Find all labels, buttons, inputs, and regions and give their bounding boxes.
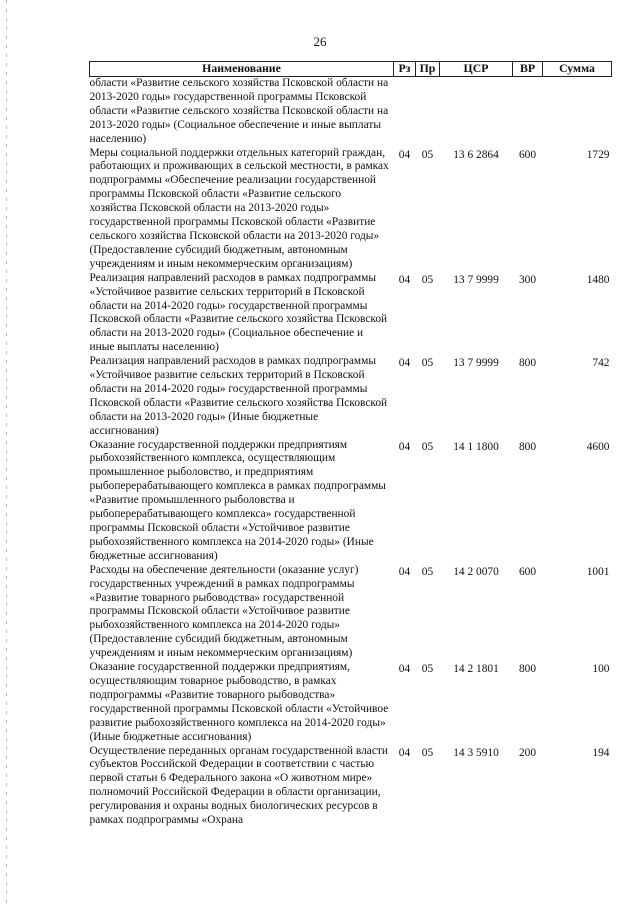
cell-csr: 14 3 5910 [453, 746, 499, 759]
header-sum: Сумма [543, 62, 612, 77]
cell-pr: 05 [421, 273, 434, 286]
table-row [90, 439, 612, 564]
cell-rz: 04 [398, 565, 411, 578]
cell-sum: 4600 [586, 440, 610, 453]
table-row [90, 661, 612, 744]
cell-sum: 1001 [586, 565, 610, 578]
cell-pr: 05 [421, 357, 434, 370]
cell-rz: 04 [398, 357, 411, 370]
cell-pr: 05 [421, 440, 434, 453]
table-header [90, 62, 612, 77]
table-row [90, 355, 612, 438]
cell-sum: 1480 [586, 273, 610, 286]
header-vr: ВР [513, 62, 543, 77]
cell-sum: 194 [592, 746, 610, 759]
table-row [90, 564, 612, 661]
cell-vr: 800 [518, 440, 537, 453]
header-name: Наименование [90, 62, 394, 77]
header-csr: ЦСР [440, 62, 513, 77]
header-pr: Пр [416, 62, 440, 77]
table-row [90, 147, 612, 272]
table-row [90, 745, 612, 828]
cell-name: Осуществление переданных органам государственной власти субъектов Российской Федерации в соответствии с частью первой статьи 6 Федерального закона «О животном мире» полномочий Российской Федерации в области организации, регулирования и охраны водных биологических ресурсов в рамках подпрограммы «Охрана [89, 744, 388, 827]
cell-vr: 800 [518, 357, 537, 370]
cell-pr [416, 77, 440, 147]
cell-vr: 600 [518, 148, 537, 161]
cell-csr: 13 7 9999 [453, 273, 499, 286]
cell-name: Оказание государственной поддержки предприятиям рыбохозяйственного комплекса, осуществляющим промышленное рыболовство, и предприятиям рыбоперерабатывающего комплекса в рамках подпрограммы «Развитие промышленного рыболовства и рыбоперерабатывающего комплекса» государственной программы Псковской области «Устойчивое развитие рыбохозяйственного комплекса на 2014-2020 годы» (Иные бюджетные ассигнования) [89, 438, 386, 562]
cell-rz: 04 [398, 273, 411, 286]
cell-pr: 05 [421, 148, 434, 161]
cell-pr: 05 [421, 565, 434, 578]
cell-vr: 800 [518, 663, 537, 676]
cell-csr: 14 1 1800 [453, 440, 499, 453]
table-row [90, 77, 612, 147]
cell-sum: 1729 [586, 148, 610, 161]
cell-rz: 04 [398, 746, 411, 759]
page-number: 26 [313, 34, 327, 49]
cell-csr: 14 2 1801 [453, 663, 499, 676]
cell-rz: 04 [398, 663, 411, 676]
cell-csr: 13 7 9999 [453, 357, 499, 370]
scan-edge-line [6, 0, 7, 905]
cell-rz: 04 [398, 440, 411, 453]
cell-csr: 13 6 2864 [453, 148, 499, 161]
cell-name: Оказание государственной поддержки предприятиям, осуществляющим товарное рыбоводство, в рамках подпрограммы «Развитие товарного рыбоводства» государственной программы Псковской области «Устойчивое развитие рыбохозяйственного комплекса на 2014-2020 годы» (Иные бюджетные ассигнования) [89, 661, 389, 743]
cell-sum [543, 77, 612, 147]
cell-name: Реализация направлений расходов в рамках подпрограммы «Устойчивое развитие сельских территорий в Псковской области на 2014-2020 годы» государственной программы Псковской области «Развитие сельского хозяйства Псковской области на 2013-2020 годы» (Иные бюджетные ассигнования) [89, 355, 388, 437]
cell-rz: 04 [398, 148, 411, 161]
cell-csr: 14 2 0070 [453, 565, 499, 578]
cell-sum: 100 [592, 663, 610, 676]
budget-table [89, 61, 612, 828]
cell-sum: 742 [592, 357, 610, 370]
cell-csr [440, 77, 513, 147]
header-rz: Рз [394, 62, 416, 77]
cell-name: области «Развитие сельского хозяйства Псковской области на 2013-2020 годы» государственной программы Псковской области «Развитие сельского хозяйства Псковской области на 2013-2020 годы» (Социальное обеспечение и иные выплаты населению) [89, 77, 389, 145]
cell-vr: 300 [518, 273, 537, 286]
cell-name: Меры социальной поддержки отдельных категорий граждан, работающих и проживающих в сельской местности, в рамках подпрограммы «Обеспечение реализации государственной программы Псковской области «Развитие сельского хозяйства Псковской области на 2013-2020 годы» государственной программы Псковской области «Развитие сельского хозяйства Псковской области на 2013-2020 годы» (Предоставление субсидий бюджетным, автономным учреждениям и иным некоммерческим организациям) [89, 146, 389, 270]
table-body [90, 77, 612, 828]
cell-vr: 200 [518, 746, 537, 759]
cell-name: Реализация направлений расходов в рамках подпрограммы «Устойчивое развитие сельских территорий в Псковской области на 2014-2020 годы» государственной программы Псковской области «Развитие сельского хозяйства Псковской области на 2013-2020 годы» (Социальное обеспечение и иные выплаты населению) [89, 271, 388, 354]
cell-rz [394, 77, 416, 147]
cell-vr [513, 77, 543, 147]
table-row [90, 272, 612, 355]
cell-name: Расходы на обеспечение деятельности (оказание услуг) государственных учреждений в рамках подпрограммы «Развитие товарного рыбоводства» государственной программы Псковской области «Устойчивое развитие рыбохозяйственного комплекса на 2014-2020 годы» (Предоставление субсидий бюджетным, автономным учреждениям и иным некоммерческим организациям) [89, 563, 359, 660]
cell-vr: 600 [518, 565, 537, 578]
cell-pr: 05 [421, 663, 434, 676]
cell-pr: 05 [421, 746, 434, 759]
